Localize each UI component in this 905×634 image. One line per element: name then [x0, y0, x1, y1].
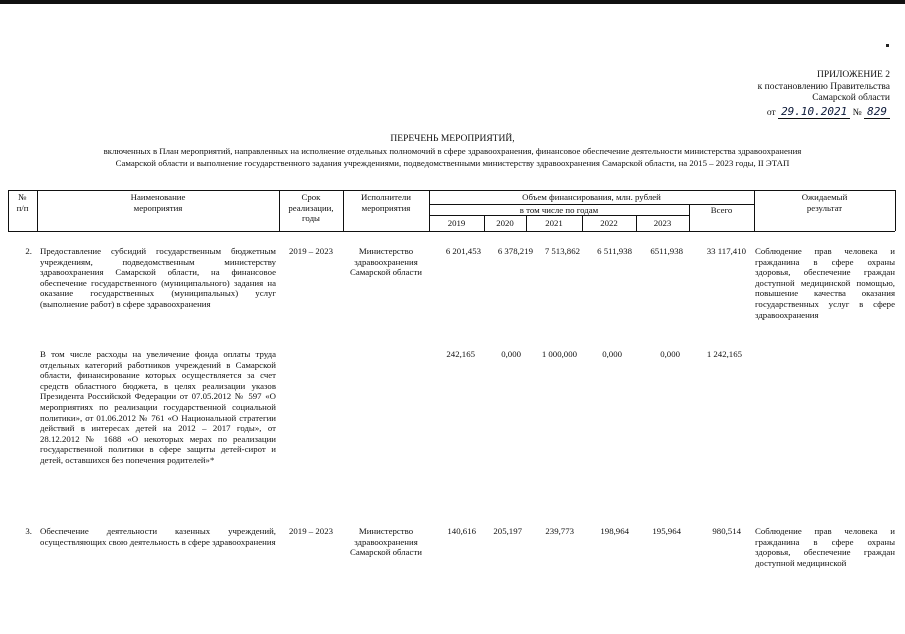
header-by-years: в том числе по годам: [519, 205, 599, 215]
row-value-2021: 1 000,000: [541, 349, 577, 359]
appendix-line: Самарской области: [812, 93, 890, 103]
row-value-2020: 0,000: [501, 349, 521, 359]
header-result: Ожидаемый результат: [801, 192, 848, 213]
row-value-2019: 6 201,453: [445, 246, 481, 256]
header-name: Наименование мероприятия: [130, 192, 186, 213]
header-year-2023: 2023: [653, 218, 672, 228]
row-value-2023: 195,964: [652, 526, 681, 536]
row-name: Обеспечение деятельности казенных учреждений, осуществляющих свою деятельность в сфере здравоохранения: [40, 526, 276, 547]
scan-speck: [886, 44, 889, 47]
decree-reference: [700, 106, 890, 120]
row-value-2022: 6 511,938: [597, 246, 632, 256]
row-name: Предоставление субсидий государственным бюджетным учреждениям, подведомственным министерству здравоохранения Самарской области, на финансовое обеспечение государственного (муниципального) задания на оказание государственных (муниципальных) услуг (выполнение работ) в сфере здравоохранения: [40, 246, 276, 309]
row-result: Соблюдение прав человека и гражданина в сфере охраны здоровья, обеспечение граждан доступной медицинской: [755, 526, 895, 568]
row-result: Соблюдение прав человека и гражданина в сфере охраны здоровья, обеспечение граждан доступной медицинской помощью, повышение качества оказания государственных услуг в сфере здравоохранения: [755, 246, 895, 320]
row-executor: Министерство здравоохранения Самарской области: [349, 246, 423, 278]
header-total: Всего: [710, 205, 733, 215]
row-value-2021: 239,773: [545, 526, 574, 536]
row-value-total: 980,514: [712, 526, 741, 536]
row-value-2019: 140,616: [447, 526, 476, 536]
row-value-2022: 198,964: [600, 526, 629, 536]
row-term: 2019 – 2023: [289, 526, 333, 536]
appendix-title: ПРИЛОЖЕНИЕ 2: [816, 70, 890, 80]
row-value-total: 33 117,410: [706, 246, 746, 256]
row-executor: Министерство здравоохранения Самарской области: [349, 526, 423, 558]
decree-number: 829: [864, 105, 890, 119]
appendix-line: к постановлению Правительства: [757, 81, 890, 92]
row-value-2020: 205,197: [493, 526, 522, 536]
header-year-2022: 2022: [600, 218, 618, 228]
row-value-2023: 0,000: [660, 349, 680, 359]
document-subtitle: [10, 146, 895, 169]
header-term: Срок реализации, годы: [288, 192, 334, 223]
appendix-block: [700, 70, 890, 119]
row-number: 2.: [25, 246, 32, 256]
decree-prefix: от: [766, 107, 776, 118]
header-num: № п/п: [16, 192, 29, 213]
document-title: ПЕРЕЧЕНЬ МЕРОПРИЯТИЙ,: [390, 134, 515, 144]
row-term: 2019 – 2023: [289, 246, 333, 256]
header-executors: Исполнители мероприятия: [361, 192, 411, 213]
decree-date: 29.10.2021: [778, 105, 850, 119]
header-year-2021: 2021: [545, 218, 563, 228]
header-year-2020: 2020: [496, 218, 514, 228]
row-number: 3.: [25, 526, 32, 536]
row-value-total: 1 242,165: [706, 349, 742, 359]
header-year-2019: 2019: [447, 218, 466, 228]
row-value-2023: 6511,938: [650, 246, 683, 256]
row-value-2020: 6 378,219: [497, 246, 533, 256]
row-name: В том числе расходы на увеличение фонда оплаты труда отдельных категорий работников учреждений в Самарской области, финансирование которых осуществляется за счет средств областного бюджета, в целях реализации указов Президента Российской Федерации от 07.05.2012 № 597 «О мероприятиях по реализации государственной социальной политики», от 01.06.2012 № 761 «О Национальной стратегии действий в интересах детей на 2012 – 2017 годы», от 28.12.2012 № 1688 «О некоторых мерах по реализации государственной политики в сфере защиты детей-сирот и детей, оставшихся без попечения родителей»*: [40, 349, 276, 465]
scan-edge: [0, 0, 905, 4]
row-value-2019: 242,165: [446, 349, 475, 359]
row-value-2022: 0,000: [602, 349, 622, 359]
subtitle-line: включенных в План мероприятий, направленных на исполнение отдельных полномочий в сфере здравоохранения, финансовое обеспечение деятельности министерства здравоохранения: [103, 146, 802, 156]
header-volume: Объем финансирования, млн. рублей: [522, 192, 661, 202]
subtitle-line: Самарской области и выполнение государственного задания учреждениями, подведомственными министерству здравоохранения Самарской области, на 2015 – 2023 годы, II ЭТАП: [115, 157, 790, 168]
row-value-2021: 7 513,862: [544, 246, 580, 256]
decree-number-sign: №: [852, 107, 862, 118]
